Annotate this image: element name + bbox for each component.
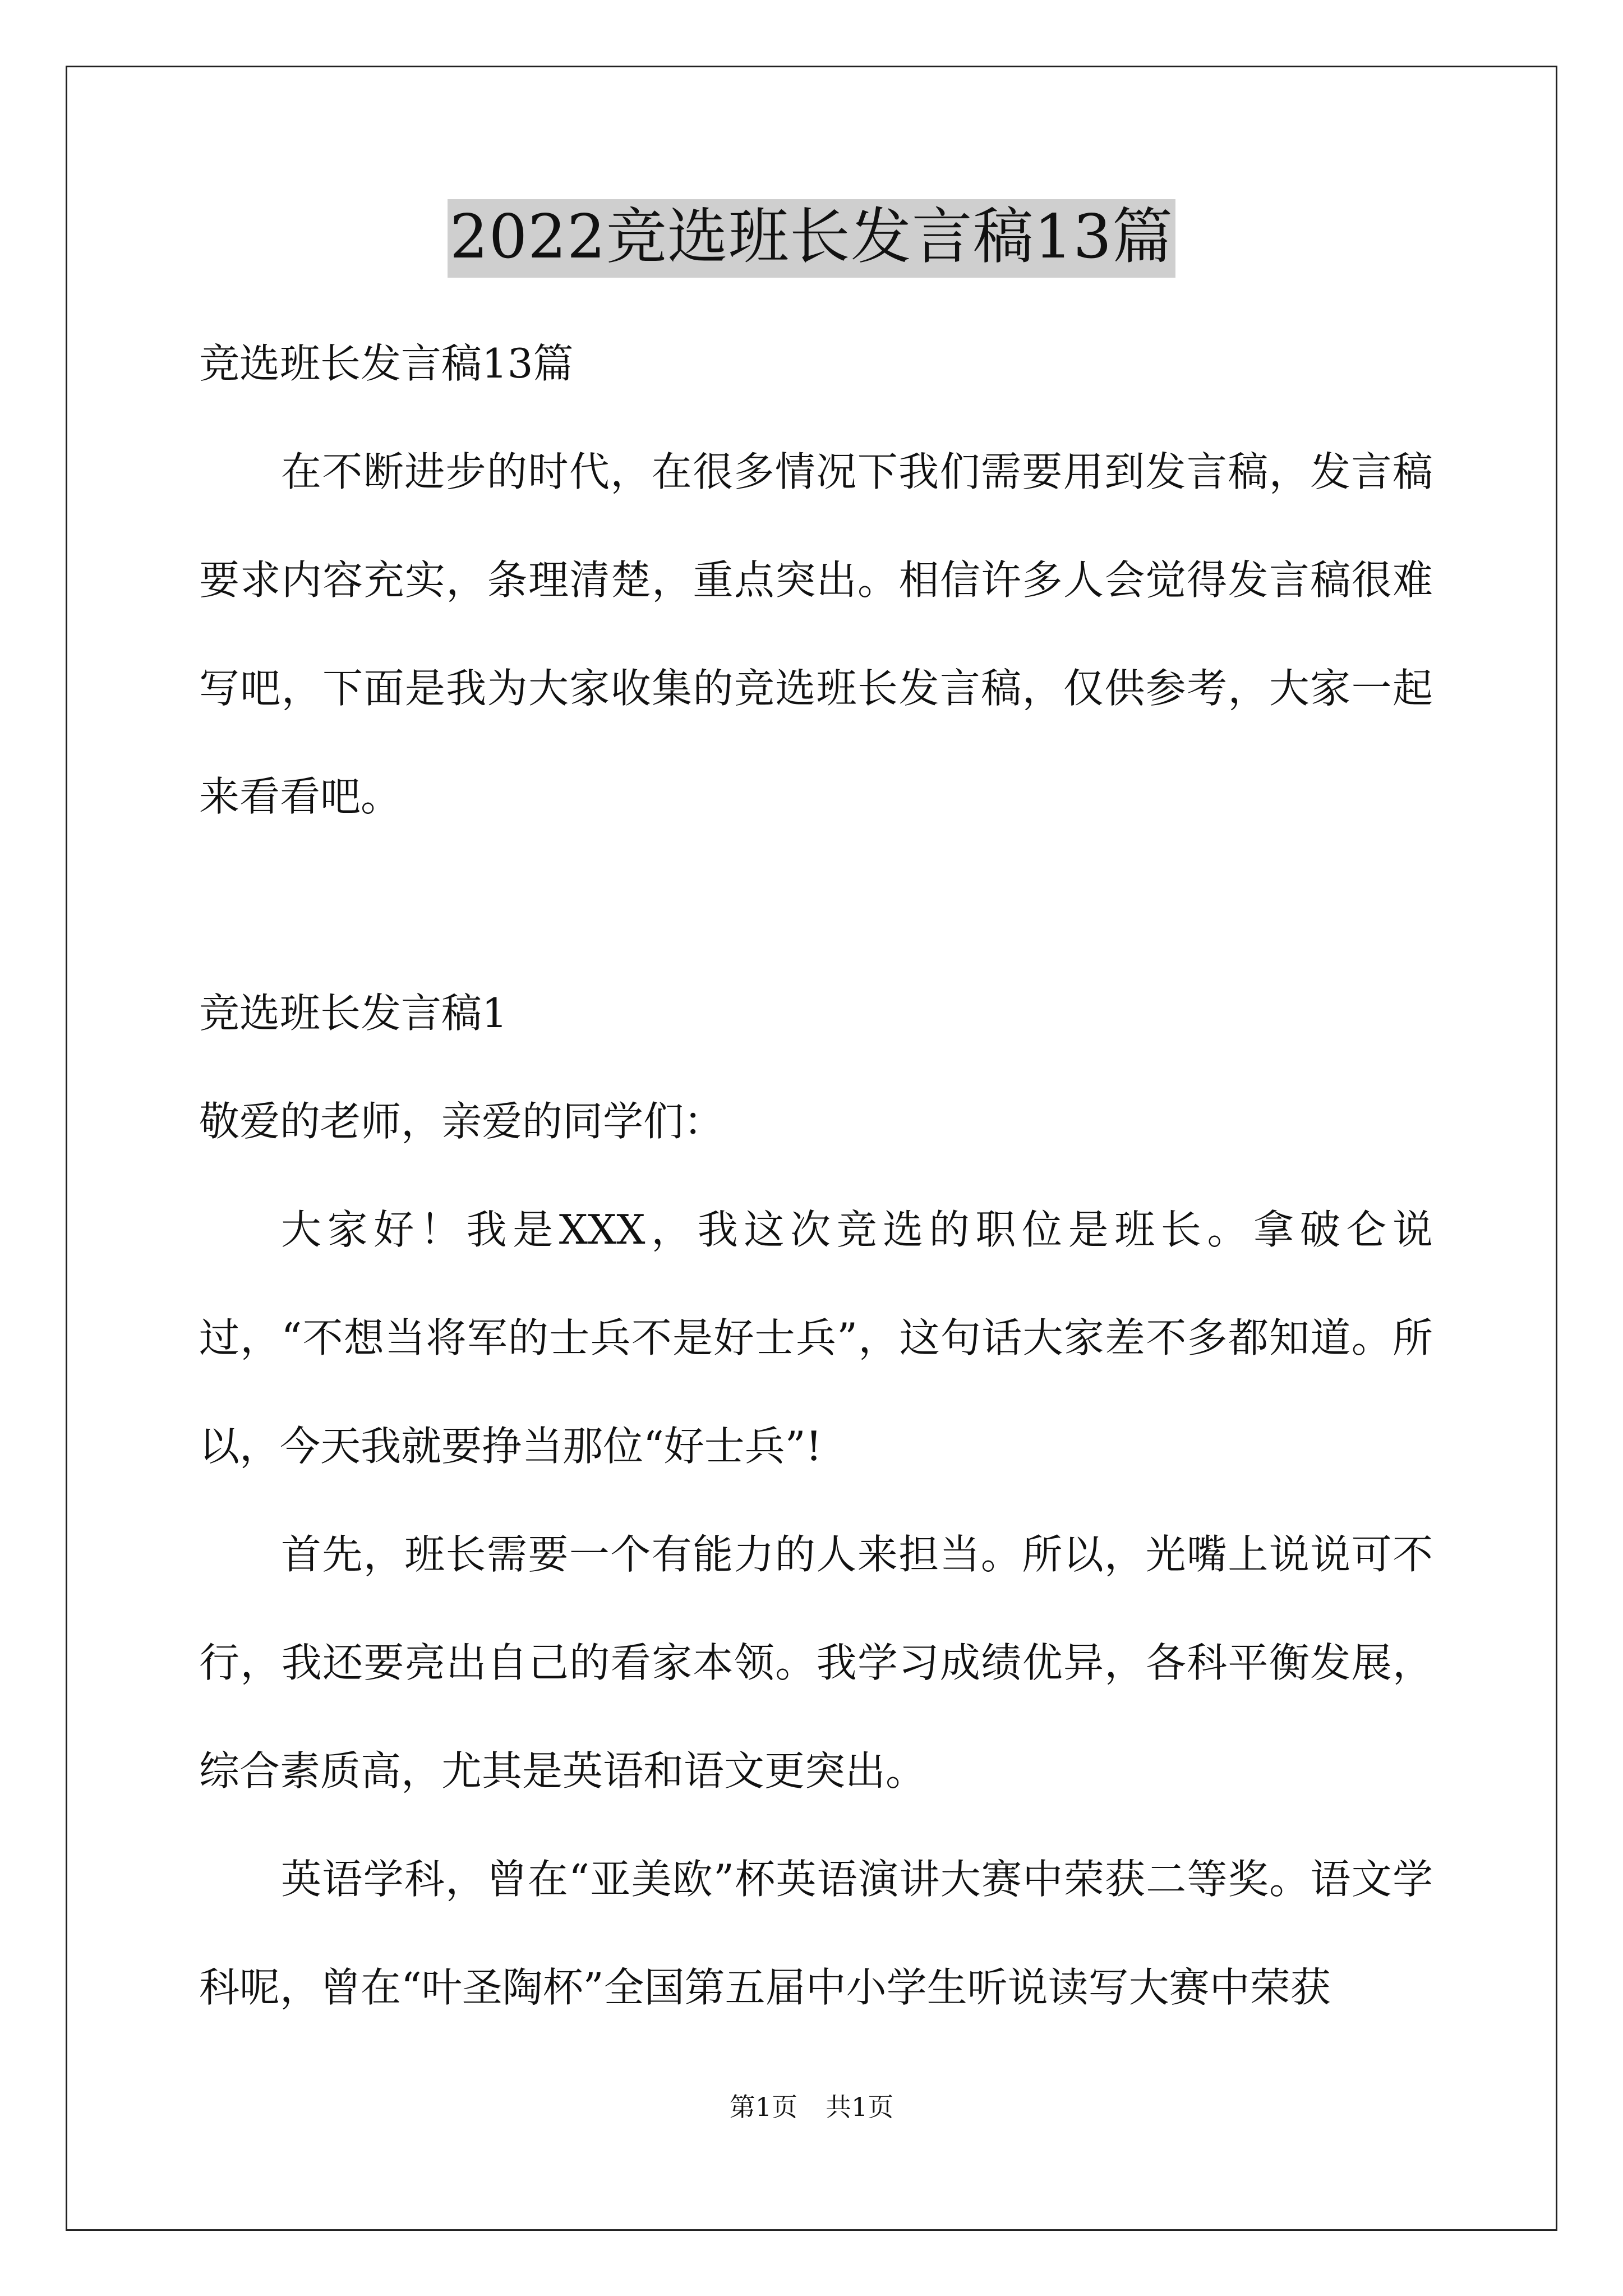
page-total: 共1页	[826, 2092, 894, 2122]
section-heading: 竞选班长发言稿1	[199, 990, 508, 1037]
intro-paragraph: 在不断进步的时代，在很多情况下我们需要用到发言稿，发言稿要求内容充实，条理清楚，重点突出。相信许多人会觉得发言稿很难写吧，下面是我为大家收集的竞选班长发言稿，仅供参考，大家一起来看看吧。	[199, 448, 1433, 820]
body-paragraph-3: 英语学科，曾在“亚美欧”杯英语演讲大赛中荣获二等奖。语文学科呢，曾在“叶圣陶杯”全国第五届中小学生听说读写大赛中荣获	[199, 1856, 1433, 2011]
document-title	[0, 199, 1623, 278]
body-paragraph-2: 首先，班长需要一个有能力的人来担当。所以，光嘴上说说可不行，我还要亮出自己的看家本领。我学习成绩优异，各科平衡发展，综合素质高，尤其是英语和语文更突出。	[199, 1531, 1433, 1795]
document-title-text: 2022竞选班长发言稿13篇	[448, 199, 1175, 278]
document-body	[199, 310, 1433, 2042]
salutation-paragraph: 敬爱的老师，亲爱的同学们：	[199, 1098, 725, 1145]
page-number: 第1页	[729, 2092, 797, 2122]
subtitle-paragraph: 竞选班长发言稿13篇	[199, 340, 574, 387]
paragraph-spacer	[199, 851, 1433, 959]
body-paragraph-1: 大家好！我是XXX，我这次竞选的职位是班长。拿破仑说过，“不想当将军的士兵不是好士兵”，这句话大家差不多都知道。所以，今天我就要挣当那位“好士兵”!	[199, 1206, 1433, 1470]
page-footer	[0, 2094, 1623, 2120]
